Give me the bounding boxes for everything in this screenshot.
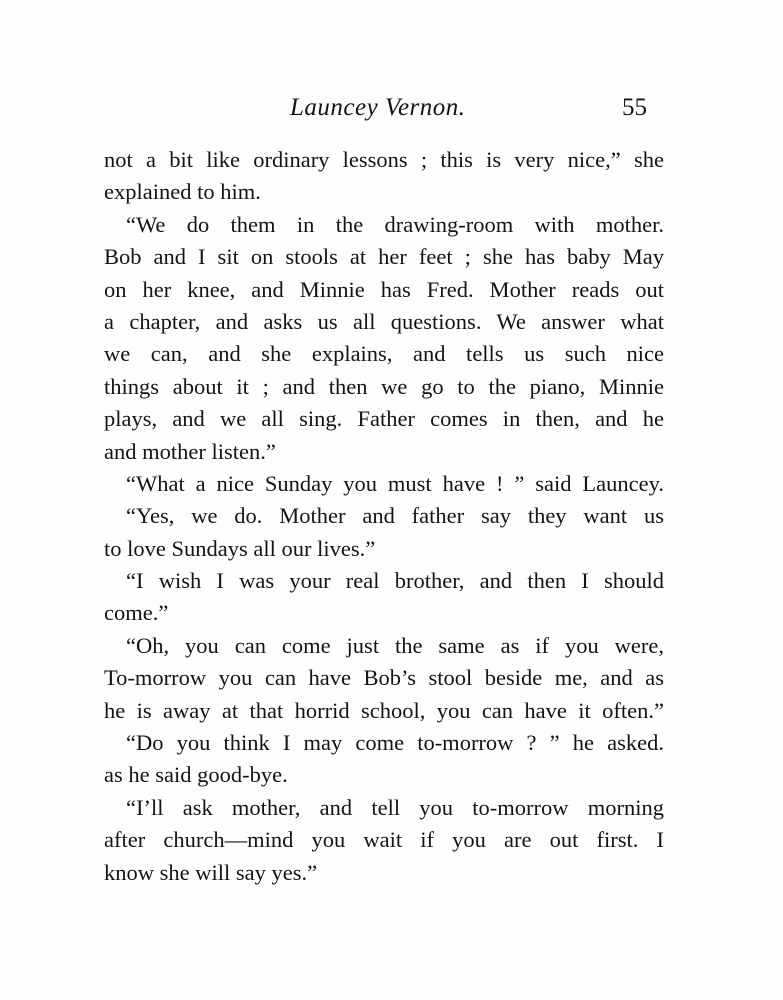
text-line: “Yes, we do. Mother and father say they want us [126, 503, 664, 529]
text-line: “What a nice Sunday you must have ! ” said Launcey. [126, 470, 664, 496]
text-line: know she will say yes.” [104, 859, 318, 885]
paragraph [104, 144, 664, 209]
text-line: explained to him. [104, 179, 261, 205]
paragraph [104, 630, 664, 727]
text-line: he is away at that horrid school, you can have it often.” [104, 697, 664, 723]
text-line: and mother listen.” [104, 438, 276, 464]
text-line: a chapter, and asks us all questions. We answer what [104, 308, 664, 334]
text-line: To-morrow you can have Bob’s stool beside me, and as [104, 665, 664, 691]
text-line: things about it ; and then we go to the piano, Minnie [104, 373, 664, 399]
text-line: plays, and we all sing. Father comes in then, and he [104, 406, 664, 432]
text-line: as he said good-bye. [104, 762, 288, 788]
running-title: Launcey Vernon. [290, 94, 466, 121]
text-line: Bob and I sit on stools at her feet ; she has baby May [104, 244, 664, 270]
body-text [104, 144, 664, 889]
paragraph [104, 565, 664, 630]
text-line: not a bit like ordinary lessons ; this is very nice,” she [104, 147, 664, 172]
paragraph [104, 792, 664, 889]
text-line: on her knee, and Minnie has Fred. Mother reads out [104, 276, 664, 302]
paragraph [104, 500, 664, 565]
text-line: “Oh, you can come just the same as if you were, [126, 632, 664, 658]
page-number: 55 [622, 94, 647, 121]
text-line: “Do you think I may come to-morrow ? ” he asked. [126, 730, 664, 756]
text-line: come.” [104, 600, 169, 626]
text-line: “We do them in the drawing-room with mother. [126, 211, 664, 237]
text-line: we can, and she explains, and tells us such nice [104, 341, 664, 367]
text-line: to love Sundays all our lives.” [104, 535, 376, 561]
text-line: “I wish I was your real brother, and then I should [126, 568, 664, 594]
running-head [0, 88, 783, 128]
text-line: “I’ll ask mother, and tell you to-morrow morning [126, 794, 664, 820]
paragraph [104, 468, 664, 500]
paragraph [104, 727, 664, 792]
text-line: after church—mind you wait if you are out first. I [104, 827, 664, 853]
paragraph [104, 209, 664, 468]
